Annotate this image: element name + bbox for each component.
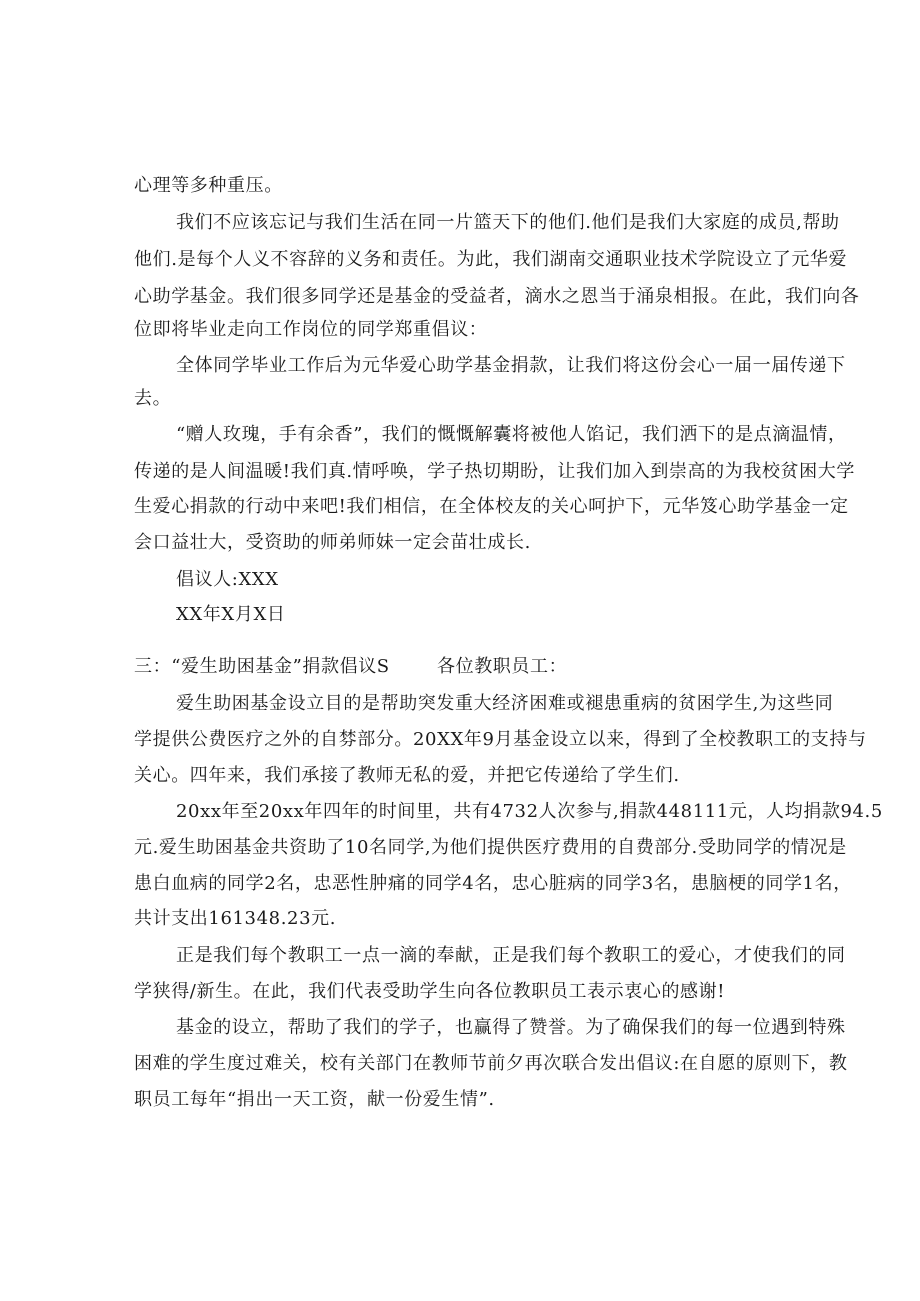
paragraph-line: 全体同学毕业工作后为元华爱心助学基金捐款，让我们将这份会心一届一届传递下 — [176, 355, 846, 376]
paragraph-line: 关心。四年来，我们承接了教师无私的爱，并把它传递给了学生们. — [134, 765, 680, 786]
paragraph-line: 元.爱生助困基金共资助了10名同学,为他们提供医疗费用的自费部分.受助同学的情况是 — [134, 837, 847, 858]
paragraph-line: 会口益壮大，受资助的师弟师妹一定会苗壮成长. — [134, 532, 531, 553]
paragraph-line: 困难的学生度过难关，校有关部门在教师节前夕再次联合发出倡议:在自愿的原则下，教 — [134, 1053, 848, 1074]
signature-proposer: 倡议人:XXX — [176, 569, 279, 590]
paragraph-line: 职员工每年“捐出一天工资，献一份爱生情”. — [134, 1089, 495, 1110]
paragraph-line: 我们不应该忘记与我们生活在同一片篮天下的他们.他们是我们大家庭的成员,帮助 — [176, 212, 840, 233]
paragraph-line: 爱生助困基金设立目的是帮助突发重大经济困难或褪患重病的贫困学生,为这些同 — [176, 693, 834, 714]
signature-date: XX年X月X日 — [176, 604, 286, 625]
paragraph-line: 学提供公费医疗之外的自棼部分。20XX年9月基金设立以来，得到了全校教职工的支持与 — [134, 729, 867, 750]
paragraph-line: “赠人玫瑰，手有余香”，我们的慨慨解囊将被他人馅记，我们洒下的是点滴温情， — [176, 424, 847, 445]
paragraph-line: 心理等多种重压。 — [134, 175, 283, 196]
paragraph-line: 去。 — [134, 388, 172, 409]
paragraph-line: 正是我们每个教职工一点一滴的奉献，正是我们每个教职工的爱心，才使我们的同 — [176, 945, 846, 966]
paragraph-line: 位即将毕业走向工作岗位的同学郑重倡议： — [134, 319, 488, 340]
paragraph-line: 生爱心捐款的行动中来吧!我们相信，在全体校友的关心呵护下，元华笈心助学基金一定 — [134, 496, 849, 517]
section-heading: 三：“爱生助困基金”捐款倡议S — [134, 656, 390, 677]
paragraph-line: 心助学基金。我们很多同学还是基金的受益者，滴水之恩当于涌泉相报。在此，我们向各 — [134, 286, 860, 307]
paragraph-line: 学狭得/新生。在此，我们代表受助学生向各位教职员工表示衷心的感谢! — [134, 981, 726, 1002]
paragraph-line: 传递的是人间温暖!我们真.情呼唤，学子热切期盼，让我们加入到崇高的为我校贫困大学 — [134, 461, 855, 482]
paragraph-line: 基金的设立，帮助了我们的学子，也赢得了赞誉。为了确保我们的每一位遇到特殊 — [176, 1017, 846, 1038]
salutation: 各位教职员工： — [437, 656, 568, 677]
paragraph-line: 患白血病的同学2名，忠恶性肿痛的同学4名，忠心脏病的同学3名，患脑梗的同学1名， — [134, 873, 852, 894]
paragraph-line: 他们.是每个人义不容辞的义务和责任。为此，我们湖南交通职业技术学院设立了元华爱 — [134, 249, 848, 270]
paragraph-line: 共计支出161348.23元. — [134, 908, 337, 929]
paragraph-line: 20xx年至20xx年四年的时间里，共有4732人次参与,捐款448111元，人均捐款94.5 — [176, 801, 883, 822]
